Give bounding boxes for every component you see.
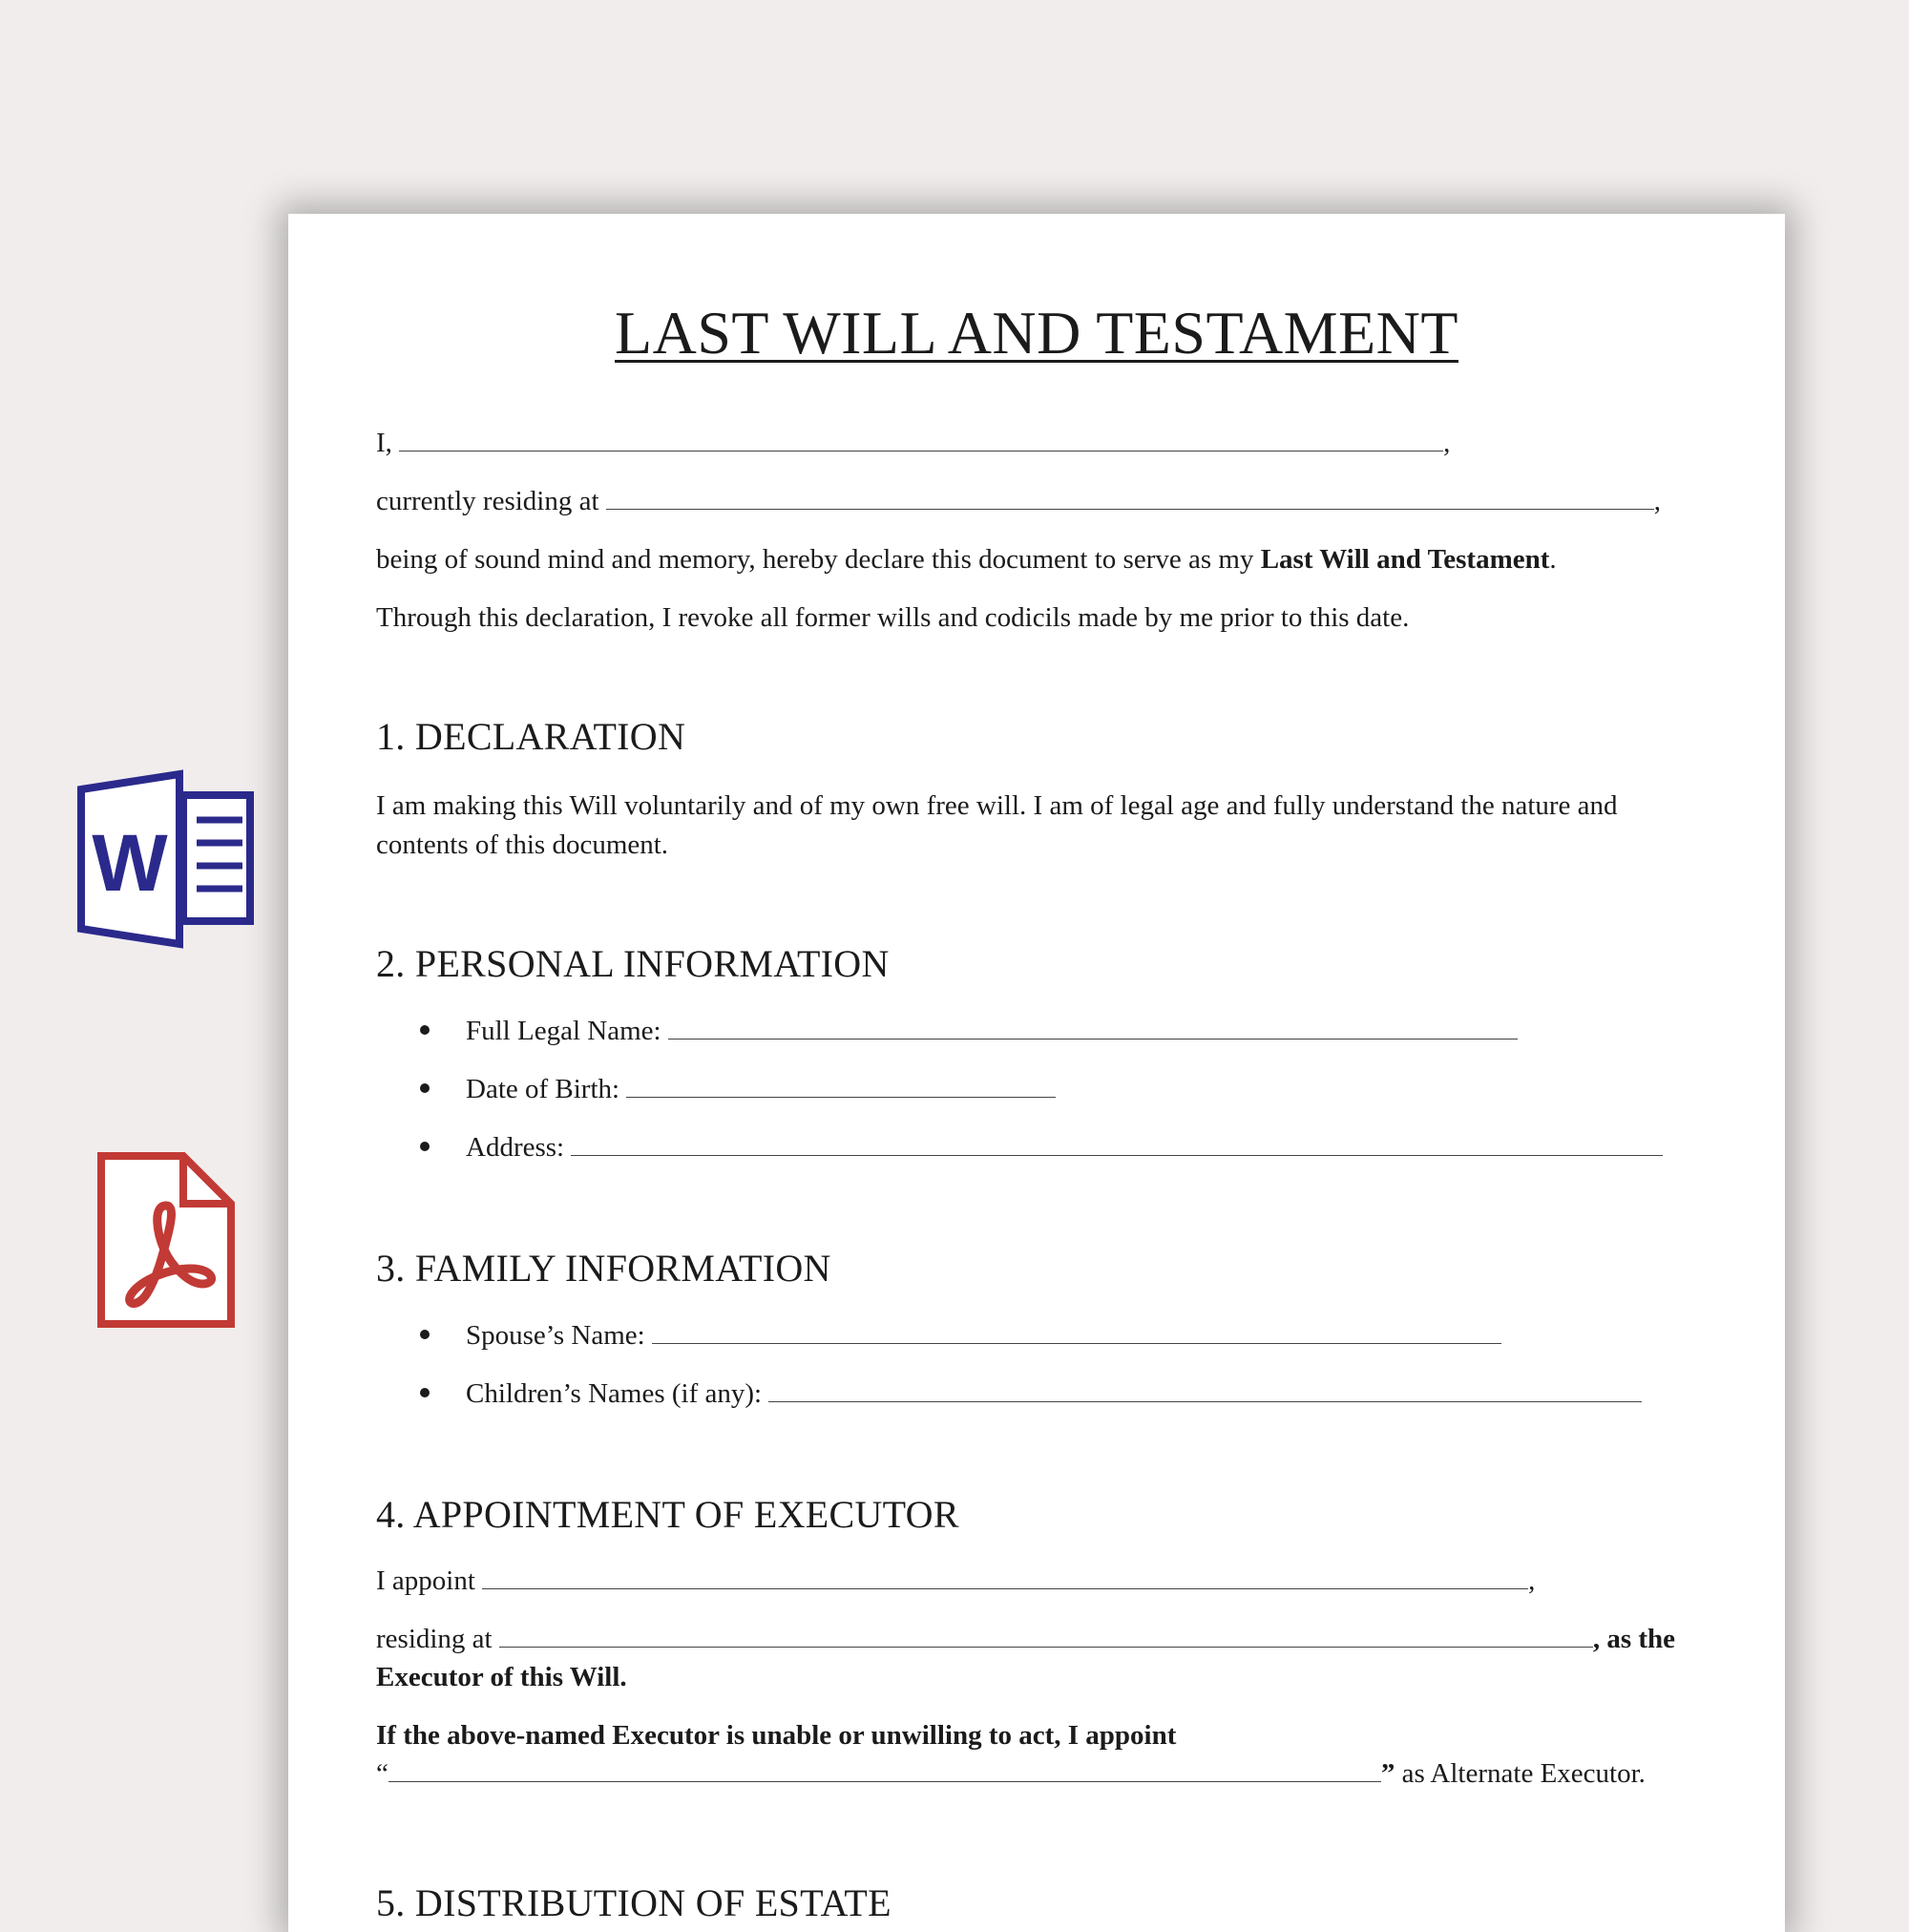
word-icon-letter: W: [92, 818, 168, 908]
executor-of-will-text: Executor of this Will.: [376, 1662, 627, 1692]
executor-appoint-comma: ,: [1528, 1565, 1536, 1596]
intro-residence-label: currently residing at: [376, 486, 599, 516]
list-item: [420, 1016, 1518, 1047]
list-item: [420, 1074, 1056, 1105]
children-names-field[interactable]: [768, 1400, 1642, 1402]
intro-name-label: I,: [376, 428, 392, 458]
document-page: [288, 214, 1785, 1932]
intro-name-comma: ,: [1443, 428, 1451, 458]
alternate-executor-line: [376, 1720, 1697, 1752]
date-of-birth-field[interactable]: [626, 1096, 1056, 1098]
section-family-heading: 3. FAMILY INFORMATION: [376, 1247, 831, 1290]
address-label: Address:: [466, 1132, 565, 1163]
list-item: [420, 1132, 1663, 1164]
executor-appoint-line: [376, 1565, 1697, 1597]
executor-appoint-label: I appoint: [376, 1565, 475, 1596]
bullet-icon: [420, 1142, 430, 1151]
executor-as-the: , as the: [1592, 1624, 1676, 1654]
word-icon: [76, 768, 258, 950]
intro-declare-bold: Last Will and Testament: [1260, 544, 1550, 575]
section-declaration-text: I am making this Will voluntarily and of my own free will. I am of legal age and fully understand the nature and contents of this document.: [376, 790, 1618, 860]
bullet-icon: [420, 1330, 430, 1339]
alternate-executor-field[interactable]: [388, 1780, 1381, 1782]
bullet-icon: [420, 1025, 430, 1035]
children-names-label: Children’s Names (if any):: [466, 1378, 763, 1409]
executor-of-will: [376, 1662, 1697, 1693]
intro-residence-line: [376, 486, 1697, 517]
full-legal-name-label: Full Legal Name:: [466, 1016, 661, 1046]
testator-name-field[interactable]: [399, 450, 1443, 452]
intro-revoke-line: Through this declaration, I revoke all former wills and codicils made by me prior to this date.: [376, 602, 1410, 633]
section-declaration-heading: 1. DECLARATION: [376, 715, 686, 758]
intro-declare-line: [376, 544, 1697, 576]
section-personal-heading: 2. PERSONAL INFORMATION: [376, 942, 890, 985]
alternate-executor-field-line: [376, 1758, 1697, 1790]
testator-residence-field[interactable]: [606, 508, 1654, 510]
full-legal-name-field[interactable]: [668, 1038, 1518, 1040]
executor-residing-label: residing at: [376, 1624, 493, 1654]
open-quote: “: [376, 1758, 388, 1789]
intro-name-line: [376, 428, 1697, 459]
section-distribution-heading: 5. DISTRIBUTION OF ESTATE: [376, 1881, 892, 1924]
list-item: [420, 1320, 1501, 1352]
bullet-icon: [420, 1388, 430, 1397]
spouse-name-field[interactable]: [652, 1342, 1501, 1344]
intro-declare-period: .: [1549, 544, 1557, 575]
close-quote: ”: [1380, 1758, 1395, 1789]
intro-residence-comma: ,: [1653, 486, 1662, 516]
list-item: [420, 1378, 1642, 1410]
alternate-executor-suffix: as Alternate Executor.: [1401, 1758, 1646, 1789]
bullet-icon: [420, 1083, 430, 1093]
section-executor-heading: 4. APPOINTMENT OF EXECUTOR: [376, 1493, 959, 1536]
executor-residing-line: [376, 1624, 1697, 1655]
document-title: LAST WILL AND TESTAMENT: [615, 299, 1458, 367]
intro-declare-text: being of sound mind and memory, hereby declare this document to serve as my: [376, 544, 1254, 575]
date-of-birth-label: Date of Birth:: [466, 1074, 620, 1104]
executor-name-field[interactable]: [482, 1587, 1528, 1589]
alternate-executor-text: If the above-named Executor is unable or unwilling to act, I appoint: [376, 1720, 1177, 1751]
address-field[interactable]: [571, 1154, 1663, 1156]
pdf-icon: [95, 1150, 239, 1332]
executor-residence-field[interactable]: [499, 1646, 1593, 1648]
spouse-name-label: Spouse’s Name:: [466, 1320, 645, 1351]
